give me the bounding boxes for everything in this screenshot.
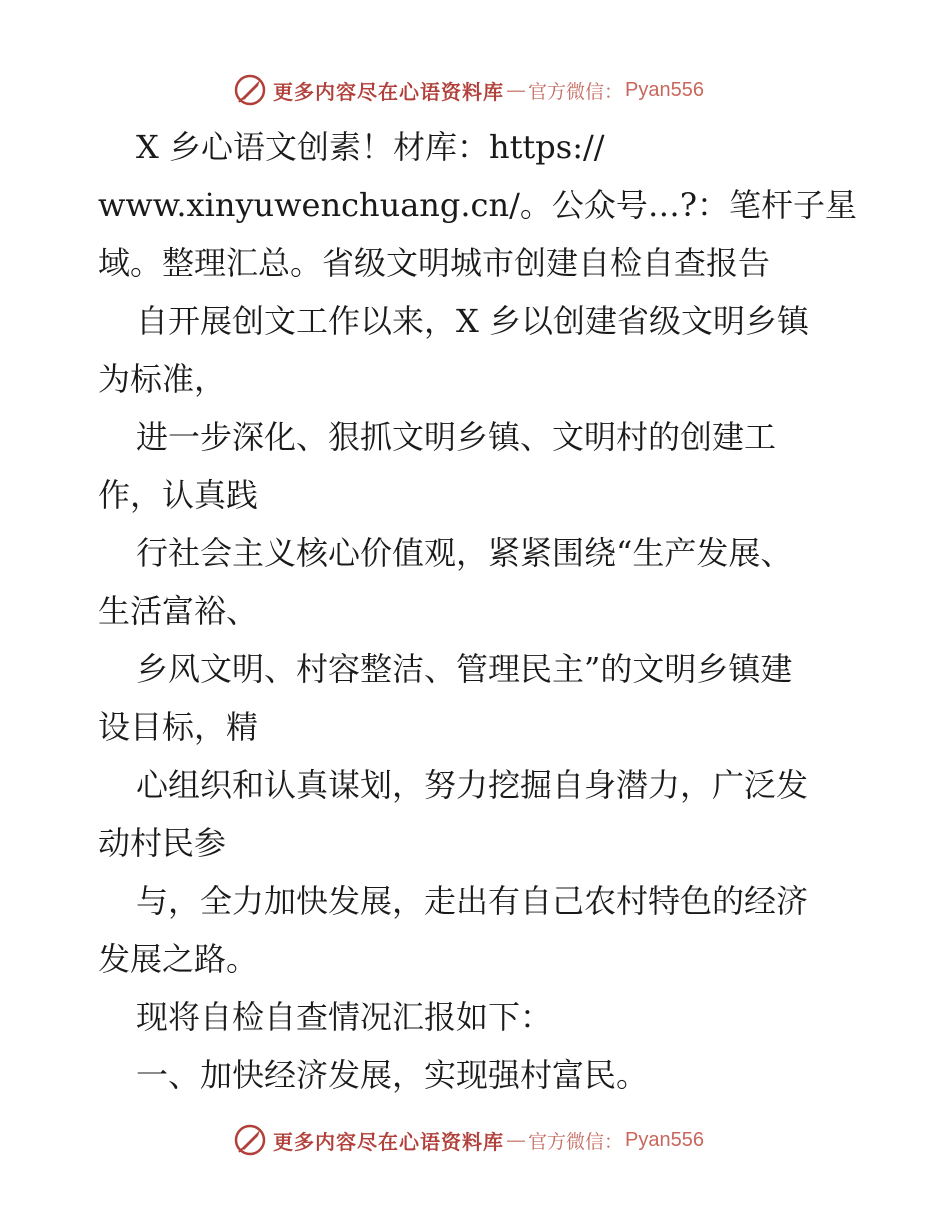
footer-banner-separator: —	[506, 1128, 526, 1152]
text-line: 现将自检自查情况汇报如下：	[136, 998, 553, 1036]
text-line: 为标准，	[98, 360, 227, 398]
text-line: www.xinyuwenchuang.cn/。公众号…?：笔杆子星	[98, 186, 858, 224]
text-line: X 乡心语文创素！材库：https://	[136, 128, 605, 166]
text-line: 心组织和认真谋划，努力挖掘自身潜力，广泛发	[136, 766, 809, 804]
pen-logo-icon	[233, 73, 267, 107]
header-banner-wechat-id: Pyan556	[625, 78, 704, 101]
text-line: 域。整理汇总。省级文明城市创建自检自查报告	[98, 244, 771, 282]
header-banner-title: 更多内容尽在心语资料库	[273, 79, 504, 104]
pen-logo-icon	[233, 1123, 267, 1157]
text-line: 发展之路。	[98, 940, 259, 978]
footer-banner-wechat-id: Pyan556	[625, 1128, 704, 1151]
header-banner-separator: —	[506, 78, 526, 102]
text-line: 自开展创文工作以来，X 乡以创建省级文明乡镇	[136, 302, 809, 340]
text-line: 行社会主义核心价值观，紧紧围绕“生产发展、	[136, 534, 793, 572]
document-body	[98, 118, 888, 1104]
text-line: 一、加快经济发展，实现强村富民。	[136, 1056, 649, 1094]
text-line: 生活富裕、	[98, 592, 259, 630]
header-watermark-banner	[233, 72, 704, 108]
text-line: 进一步深化、狠抓文明乡镇、文明村的创建工	[136, 418, 777, 456]
footer-banner-title: 更多内容尽在心语资料库	[273, 1129, 504, 1154]
text-line: 动村民参	[98, 824, 227, 862]
footer-watermark-banner	[233, 1122, 704, 1158]
header-banner-wechat-label: 官方微信：	[528, 80, 624, 103]
text-line: 作，认真践	[98, 476, 259, 514]
footer-banner-wechat-label: 官方微信：	[528, 1130, 624, 1153]
text-line: 乡风文明、村容整洁、管理民主”的文明乡镇建	[136, 650, 793, 688]
text-line: 与，全力加快发展，走出有自己农村特色的经济	[136, 882, 809, 920]
text-line: 设目标，精	[98, 708, 259, 746]
